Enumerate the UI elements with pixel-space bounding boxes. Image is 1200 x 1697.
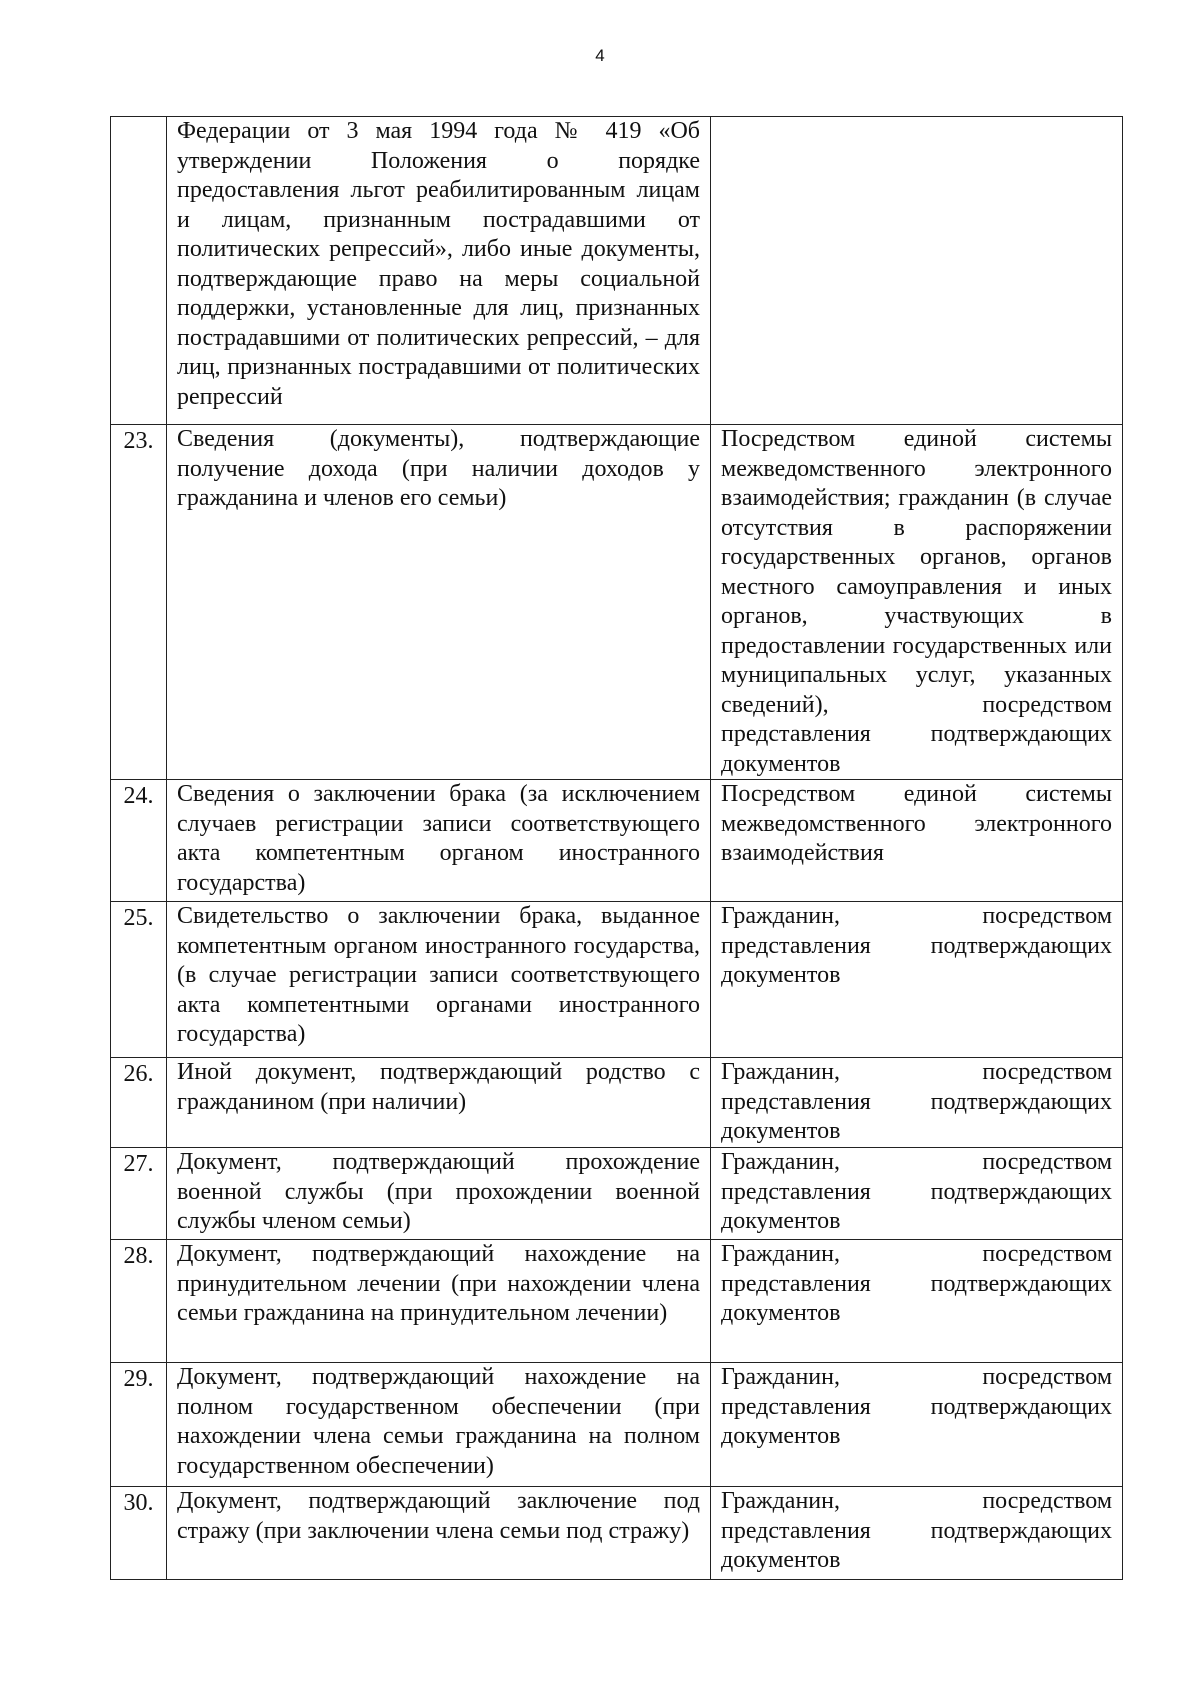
source-cell: Гражданин, посредством представления подтверждающих документов [711,1240,1123,1363]
table-row [111,1487,1123,1580]
table-row [111,117,1123,425]
document-cell: Федерации от 3 мая 1994 года № 419 «Об утверждении Положения о порядке предоставления льгот реабилитированным лицам и лицам, признанным пострадавшими от политических репрессий», либо иные документы, подтверждающие право на меры социальной поддержки, установленные для лиц, признанных пострадавшими от политических репрессий, – для лиц, признанных пострадавшими от политических репрессий [167,117,711,425]
page-number: 4 [595,46,605,65]
source-cell: Гражданин, посредством представления подтверждающих документов [711,1363,1123,1487]
source-cell: Гражданин, посредством представления подтверждающих документов [711,1058,1123,1148]
source-cell [711,117,1123,425]
document-cell: Сведения о заключении брака (за исключением случаев регистрации записи соответствующего акта компетентным органом иностранного государства) [167,780,711,902]
document-cell: Сведения (документы), подтверждающие получение дохода (при наличии доходов у гражданина и членов его семьи) [167,425,711,780]
source-cell: Посредством единой системы межведомственного электронного взаимодействия; гражданин (в случае отсутствия в распоряжении государственных органов, органов местного самоуправления и иных органов, участвующих в предоставлении государственных или муниципальных услуг, указанных сведений), посредством представления подтверждающих документов [711,425,1123,780]
document-cell: Документ, подтверждающий нахождение на полном государственном обеспечении (при нахождении члена семьи гражданина на полном государственном обеспечении) [167,1363,711,1487]
table-row [111,1240,1123,1363]
document-cell: Свидетельство о заключении брака, выданное компетентным органом иностранного государства, (в случае регистрации записи соответствующего акта компетентными органами иностранного государства) [167,902,711,1058]
row-number [111,117,167,425]
row-number: 25. [111,902,167,1058]
row-number: 24. [111,780,167,902]
table-row [111,1058,1123,1148]
table-row [111,902,1123,1058]
document-cell: Документ, подтверждающий прохождение военной службы (при прохождении военной службы членом семьи) [167,1148,711,1240]
source-cell: Гражданин, посредством представления подтверждающих документов [711,902,1123,1058]
table-row [111,1363,1123,1487]
table-row [111,425,1123,780]
document-cell: Иной документ, подтверждающий родство с гражданином (при наличии) [167,1058,711,1148]
table-row [111,1148,1123,1240]
document-cell: Документ, подтверждающий нахождение на принудительном лечении (при нахождении члена семьи гражданина на принудительном лечении) [167,1240,711,1363]
source-cell: Гражданин, посредством представления подтверждающих документов [711,1487,1123,1580]
source-cell: Гражданин, посредством представления подтверждающих документов [711,1148,1123,1240]
row-number: 27. [111,1148,167,1240]
row-number: 23. [111,425,167,780]
table-row [111,780,1123,902]
row-number: 29. [111,1363,167,1487]
documents-table [110,116,1123,1580]
document-cell: Документ, подтверждающий заключение под стражу (при заключении члена семьи под стражу) [167,1487,711,1580]
row-number: 26. [111,1058,167,1148]
row-number: 30. [111,1487,167,1580]
source-cell: Посредством единой системы межведомственного электронного взаимодействия [711,780,1123,902]
row-number: 28. [111,1240,167,1363]
